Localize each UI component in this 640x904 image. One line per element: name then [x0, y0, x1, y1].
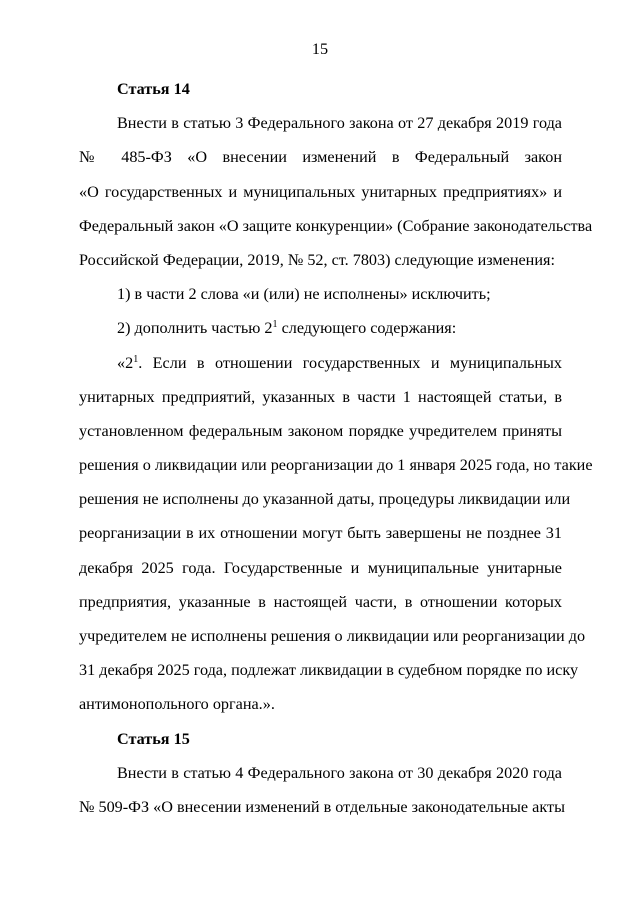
- quoted-part-text: . Если в отношении государственных и муниципальных: [138, 353, 562, 372]
- quoted-part-line: предприятия, указанные в настоящей части, в отношении которых: [79, 592, 562, 611]
- article-15-intro-line: № 509-ФЗ «О внесении изменений в отдельные законодательные акты: [79, 797, 565, 816]
- quoted-part-line: антимонопольного органа.».: [79, 695, 275, 714]
- amendment-item-2-text-end: следующего содержания:: [277, 319, 457, 338]
- article-15-intro-line: Внести в статью 4 Федерального закона от 30 декабря 2020 года: [117, 763, 562, 782]
- quoted-part-line: решения о ликвидации или реорганизации до 1 января 2025 года, но такие: [79, 456, 593, 475]
- quoted-part-line: унитарных предприятий, указанных в части 1 настоящей статьи, в: [79, 387, 562, 406]
- article-14-intro-line: № 485-ФЗ «О внесении изменений в Федеральный закон: [79, 148, 562, 167]
- article-14-intro-line: Внести в статью 3 Федерального закона от 27 декабря 2019 года: [117, 114, 562, 133]
- article-14-intro-line: Российской Федерации, 2019, № 52, ст. 7803) следующие изменения:: [79, 250, 555, 269]
- quoted-part-line: решения не исполнены до указанной даты, процедуры ликвидации или: [79, 490, 571, 509]
- quoted-part-line: учредителем не исполнены решения о ликвидации или реорганизации до: [79, 627, 586, 645]
- article-14-intro-line: Федеральный закон «О защите конкуренции» (Собрание законодательства: [79, 216, 593, 235]
- document-body: [79, 72, 593, 824]
- quoted-part-number: «2: [117, 353, 134, 372]
- amendment-item-2: [79, 311, 562, 345]
- quoted-part-line: 31 декабря 2025 года, подлежат ликвидации в судебном порядке по иску: [79, 661, 579, 680]
- article-14-intro-line: «О государственных и муниципальных унитарных предприятиях» и: [79, 182, 562, 201]
- quoted-part-line: реорганизации в их отношении могут быть завершены не позднее 31: [79, 524, 562, 543]
- quoted-part-superscript: 1: [133, 353, 139, 365]
- article-15-heading: Статья 15: [117, 729, 190, 748]
- quoted-part-line: установленном федеральным законом порядке учредителем приняты: [79, 421, 562, 440]
- amendment-item-2-text: 2) дополнить частью 2: [117, 319, 273, 338]
- article-14-heading: Статья 14: [117, 80, 190, 98]
- quoted-part-line: декабря 2025 года. Государственные и муниципальные унитарные: [79, 558, 562, 577]
- page-number: 15: [311, 40, 329, 58]
- quoted-part-first-line: [79, 346, 562, 380]
- amendment-item-1: 1) в части 2 слова «и (или) не исполнены» исключить;: [117, 285, 491, 304]
- amendment-item-2-superscript: 1: [272, 319, 278, 331]
